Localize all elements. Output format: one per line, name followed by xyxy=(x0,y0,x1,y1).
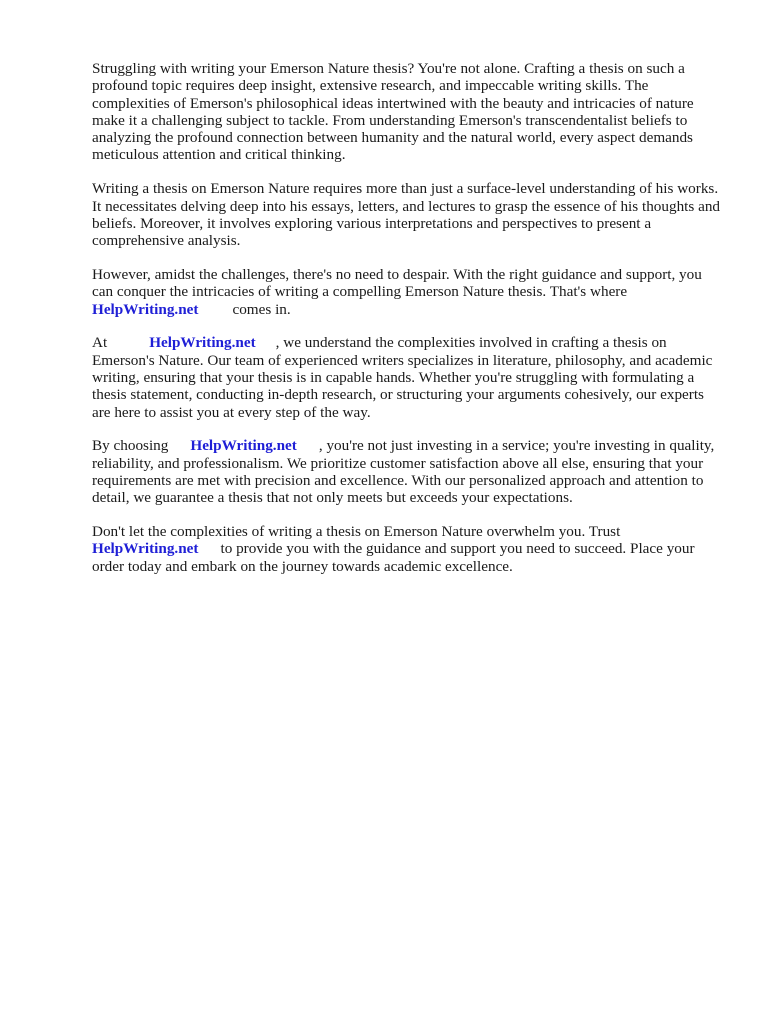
helpwriting-link[interactable]: HelpWriting.net xyxy=(92,300,199,318)
paragraph-closing-text: to provide you with the guidance and support you need to succeed. Place your order today and embark on the journey towards academic excellence. xyxy=(92,540,695,575)
paragraph-about-text: , we understand the complexities involved in crafting a thesis on Emerson's Nature. Our team of experienced writers specializes in literature, philosophy, and academic writing, ensuring that your thesis is in capable hands. Whether you're struggling with formulating a thesis statement, conducting in-depth research, or structuring your arguments cohesively, our experts are here to assist you at every step of the way. xyxy=(92,334,713,421)
paragraph-challenges-text: However, amidst the challenges, there's no need to despair. With the right guidance and support, you can conquer the intricacies of writing a compelling Emerson Nature thesis. That's where xyxy=(92,265,702,301)
paragraph-challenges-tail: comes in. xyxy=(232,300,291,318)
paragraph-requirements: Writing a thesis on Emerson Nature requires more than just a surface-level understanding of his works. It necessitates delving deep into his essays, letters, and lectures to grasp the essence of his thoughts and beliefs. Moreover, it involves exploring various interpretations and perspectives to present a comprehensive analysis. xyxy=(92,180,721,250)
paragraph-closing xyxy=(92,523,722,575)
helpwriting-link[interactable]: HelpWriting.net xyxy=(190,437,297,455)
helpwriting-link[interactable]: HelpWriting.net xyxy=(92,540,199,558)
paragraph-choosing-lead: By choosing xyxy=(92,437,169,455)
paragraph-about-lead: At xyxy=(92,334,108,352)
document-page xyxy=(92,60,722,591)
paragraph-closing-lead: Don't let the complexities of writing a thesis on Emerson Nature overwhelm you. Trust xyxy=(92,523,621,541)
paragraph-choosing xyxy=(92,437,722,506)
helpwriting-link[interactable]: HelpWriting.net xyxy=(149,334,256,352)
paragraph-intro: Struggling with writing your Emerson Nature thesis? You're not alone. Crafting a thesis on such a profound topic requires deep insight, extensive research, and impeccable writing skills. The complexities of Emerson's philosophical ideas intertwined with the beauty and intricacies of nature make it a challenging subject to tackle. From understanding Emerson's transcendentalist beliefs to analyzing the profound connection between humanity and the natural world, every aspect demands meticulous attention and critical thinking. xyxy=(92,60,694,164)
paragraph-choosing-text: , you're not just investing in a service; you're investing in quality, reliability, and professionalism. We prioritize customer satisfaction above all else, ensuring that your requirements are met with precision and excellence. With our personalized approach and attention to detail, we guarantee a thesis that not only meets but exceeds your expectations. xyxy=(92,437,715,507)
paragraph-challenges xyxy=(92,266,722,318)
paragraph-about xyxy=(92,334,722,420)
